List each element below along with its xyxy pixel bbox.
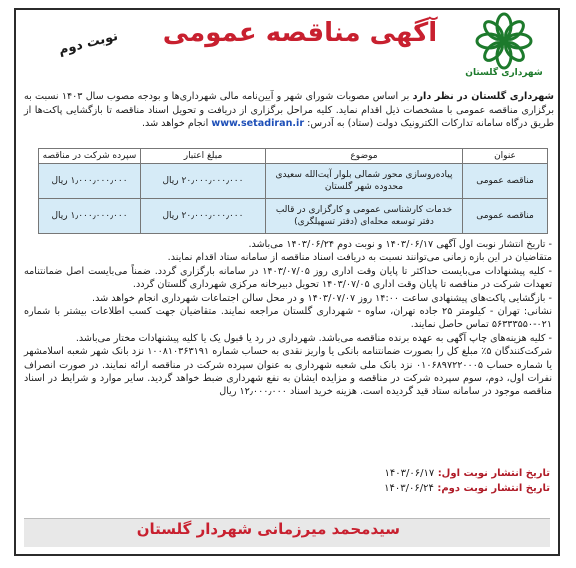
second-date-label: تاریخ انتشار نوبت دوم: xyxy=(437,483,550,494)
table-header-row xyxy=(39,149,548,164)
col-header-title: عنوان xyxy=(463,149,548,164)
intro-paragraph xyxy=(24,90,554,131)
publication-dates xyxy=(280,466,550,496)
col-header-deposit: سپرده شرکت در مناقصه xyxy=(39,149,141,164)
municipality-logo xyxy=(462,12,546,90)
body-paragraph: شرکت‌کنندگان ۵٪ مبلغ کل را بصورت ضمانتنامه بانکی یا واریز نقدی به حساب شماره ۱۰۰۸۱۰۳۶۳۱۹۱ نزد بانک شهر شعبه اسلامشهر یا شماره حساب ۰۱۰۶۸۹۷۲۲۰۰۰۵ نزد بانک ملی شعبه شهرداری به عنوان سپرده شرکت در مناقصه ارائه نمایند. در صورت انصراف نفرات اول، دوم، سوم سپرده شرکت در مناقصه و مزایده ایشان به نفع شهرداری ضبط خواهد گردید. سایر موارد و شرایط در اسناد مناقصه موجود در سامانه ستاد قید گردیده است. هزینه خرید اسناد ۱۲٫۰۰۰٫۰۰۰ ریال xyxy=(24,346,553,398)
cell-title: مناقصه عمومی xyxy=(463,164,548,199)
cell-title: مناقصه عمومی xyxy=(463,199,548,234)
body-paragraph: - تاریخ انتشار نوبت اول آگهی ۱۴۰۳/۰۶/۱۷ و نوبت دوم ۱۴۰۳/۰۶/۲۴ می‌باشد. xyxy=(248,239,552,250)
first-date-label: تاریخ انتشار نوبت اول: xyxy=(437,468,550,479)
body-paragraph: - کلیه هزینه‌های چاپ آگهی به عهده برنده مناقصه می‌باشد. شهرداری در رد یا قبول یک یا کلیه پیشنهادات مختار می‌باشد. xyxy=(75,332,552,344)
first-date-value: ۱۴۰۳/۰۶/۱۷ xyxy=(384,468,435,479)
body-paragraph: نشانی: تهران - کیلومتر ۲۵ جاده تهران، ساوه - شهرداری گلستان مراجعه نمایند. متقاضیان جهت کسب اطلاعات بیشتر با شماره ۰۲۱-۵۶۳۳۳۵۵۰ تماس حاصل نمایند. xyxy=(24,306,552,331)
cell-subject: پیاده‌روسازی محور شمالی بلوار آیت‌الله سعیدی محدوده شهر گلستان xyxy=(266,164,463,199)
cell-budget: ۲۰٫۰۰۰٫۰۰۰٫۰۰۰ ریال xyxy=(141,199,266,234)
intro-text: بر اساس مصوبات شورای شهر و آیین‌نامه مالی شهرداری‌ها و بودجه مصوب سال ۱۴۰۳ نسبت به برگزاری مناقصه عمومی با مشخصات ذیل اقدام نماید. کلیه مراحل برگزاری از دریافت و تحویل اسناد مناقصه تا بازگشایی پاکت‌ها از طریق درگاه سامانه تدارکات الکترونیک دولت (ستاد) به آدرس: xyxy=(24,91,554,129)
table-row xyxy=(39,164,548,199)
logo-caption: شهرداری گلستان xyxy=(465,68,543,78)
body-paragraph: متقاضیان در این بازه زمانی می‌توانند نسبت به دریافت اسناد مناقصه از سامانه ستاد اقدام نمایند. xyxy=(167,252,552,264)
setad-url-link[interactable]: www.setadiran.ir xyxy=(211,118,305,129)
cell-deposit: ۱٫۰۰۰٫۰۰۰٫۰۰۰ ریال xyxy=(39,164,141,199)
second-date-value: ۱۴۰۳/۰۶/۲۴ xyxy=(384,483,434,494)
cell-subject: خدمات کارشناسی عمومی و کارگزاری در قالب دفتر توسعه محله‌ای (دفتر تسهیلگری) xyxy=(266,199,463,234)
cell-deposit: ۱٫۰۰۰٫۰۰۰٫۰۰۰ ریال xyxy=(39,199,141,234)
col-header-subject: موضوع xyxy=(266,149,463,164)
body-paragraph: - بازگشایی پاکت‌های پیشنهادی ساعت ۱۴:۰۰ روز ۱۴۰۳/۰۷/۰۷ و در محل سالن اجتماعات شهرداری انجام خواهد شد. xyxy=(92,292,552,304)
first-date-line xyxy=(280,466,550,481)
intro-tail: انجام خواهد شد. xyxy=(142,118,209,129)
second-date-line xyxy=(280,481,550,496)
col-header-budget: مبلغ اعتبار xyxy=(141,149,266,164)
cell-budget: ۲۰٫۰۰۰٫۰۰۰٫۰۰۰ ریال xyxy=(141,164,266,199)
tender-table xyxy=(38,148,548,234)
notice-body xyxy=(24,238,552,399)
notice-title: آگهی مناقصه عمومی xyxy=(162,18,438,48)
mayor-signature: سیدمحمد میرزمانی شهردار گلستان xyxy=(136,520,400,538)
flower-logo-icon xyxy=(475,12,533,70)
intro-lead: شهرداری گلستان در نظر دارد xyxy=(412,91,554,102)
table-row xyxy=(39,199,548,234)
round-label: نوبت دوم xyxy=(57,28,120,59)
body-paragraph: - کلیه پیشنهادات می‌بایست حداکثر تا پایان وقت اداری روز ۱۴۰۳/۰۷/۰۵ در سامانه بارگزاری گردد. ضمناً می‌بایست اصل ضمانتنامه تعهدات شرکت در مناقصه تا پایان وقت اداری ۱۴۰۳/۰۷/۰۵ تحویل دبیرخانه مرکزی شهرداری گلستان گردد. xyxy=(24,265,552,291)
